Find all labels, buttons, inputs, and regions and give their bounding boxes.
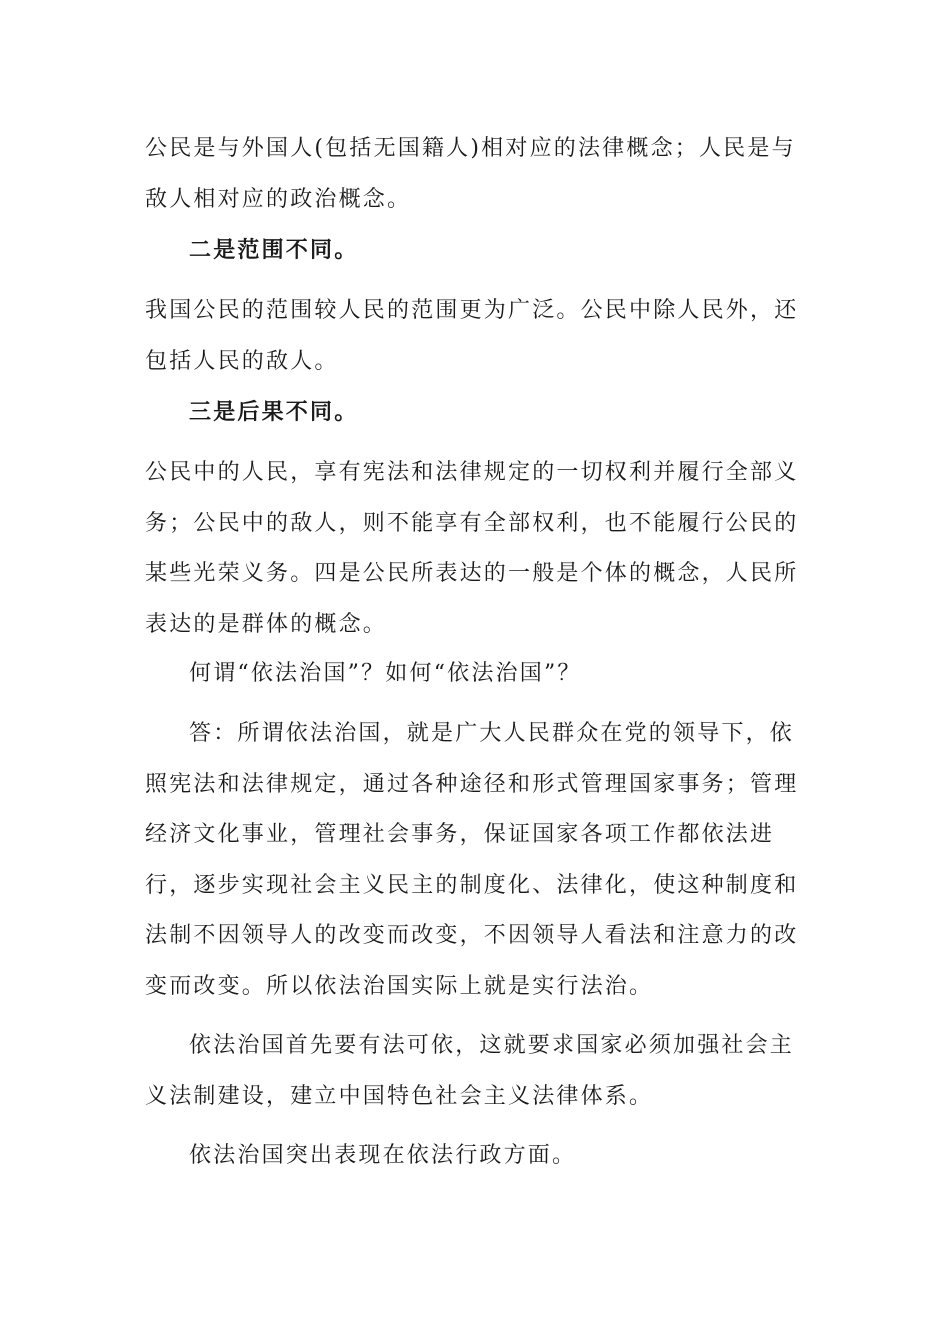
paragraph-laws-to-follow: 依法治国首先要有法可依，这就要求国家必须加强社会主义法制建设，建立中国特色社会主义法律体系。 bbox=[145, 1033, 795, 1109]
paragraph-citizen-vs-people-concept: 公民是与外国人(包括无国籍人)相对应的法律概念；人民是与敌人相对应的政治概念。 bbox=[145, 136, 796, 212]
paragraph-scope: 我国公民的范围较人民的范围更为广泛。公民中除人民外，还包括人民的敌人。 bbox=[145, 298, 799, 374]
paragraph-consequence: 公民中的人民，享有宪法和法律规定的一切权利并履行全部义务；公民中的敌人，则不能享有全部权利，也不能履行公民的某些光荣义务。四是公民所表达的一般是个体的概念，人民所表达的是群体的概念。 bbox=[145, 460, 799, 637]
heading-scope-difference: 二是范围不同。 bbox=[189, 237, 359, 263]
question-rule-of-law: 何谓“依法治国”？如何“依法治国”？ bbox=[189, 661, 582, 686]
answer-rule-of-law: 答：所谓依法治国，就是广大人民群众在党的领导下，依照宪法和法律规定，通过各种途径和形式管理国家事务；管理经济文化事业，管理社会事务，保证国家各项工作都依法进行，逐步实现社会主义民主的制度化、法律化，使这种制度和法制不因领导人的改变而改变，不因领导人看法和注意力的改变而改变。所以依法治国实际上就是实行法治。 bbox=[145, 721, 799, 999]
heading-consequence-difference: 三是后果不同。 bbox=[189, 399, 359, 425]
paragraph-administration-by-law: 依法治国突出表现在依法行政方面。 bbox=[189, 1143, 577, 1168]
